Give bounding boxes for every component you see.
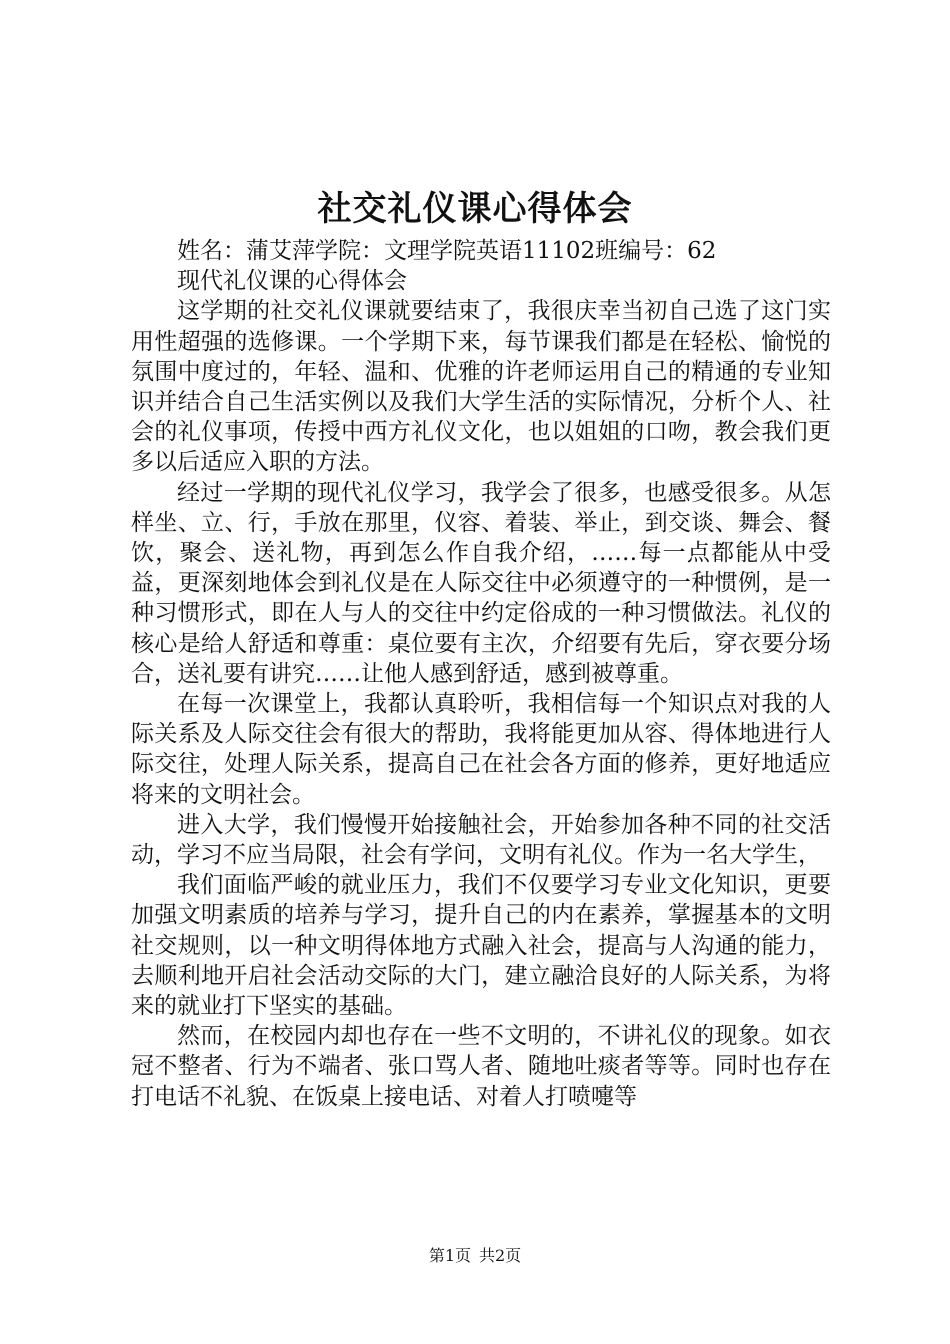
document-body: [131, 236, 831, 1112]
page-footer: [0, 1244, 950, 1268]
paragraph: 我们面临严峻的就业压力，我们不仅要学习专业文化知识，更要加强文明素质的培养与学习，提升自己的内在素养，掌握基本的文明社交规则，以一种文明得体地方式融入社会，提高与人沟通的能力，去顺利地开启社会活动交际的大门，建立融洽良好的人际关系，为将来的就业打下坚实的基础。: [131, 872, 831, 1020]
subtitle-line: 现代礼仪课的心得体会: [177, 268, 407, 295]
paragraph: 进入大学，我们慢慢开始接触社会，开始参加各种不同的社交活动，学习不应当局限，社会有学问，文明有礼仪。作为一名大学生，: [131, 811, 831, 869]
paragraph: 经过一学期的现代礼仪学习，我学会了很多，也感受很多。从怎样坐、立、行，手放在那里，仪容、着装、举止，到交谈、舞会、餐饮，聚会、送礼物，再到怎么作自我介绍，……每一点都能从中受益，更深刻地体会到礼仪是在人际交往中必须遵守的一种惯例，是一种习惯形式，即在人与人的交往中约定俗成的一种习惯做法。礼仪的核心是给人舒适和尊重：桌位要有主次，介绍要有先后，穿衣要分场合，送礼要有讲究……让他人感到舒适，感到被尊重。: [131, 479, 831, 687]
author-info-line: 姓名：蒲艾萍学院：文理学院英语11102班编号：62: [177, 238, 717, 264]
paragraph: 然而，在校园内却也存在一些不文明的，不讲礼仪的现象。如衣冠不整者、行为不端者、张口骂人者、随地吐痰者等等。同时也存在打电话不礼貌、在饭桌上接电话、对着人打喷嚏等: [131, 1023, 831, 1110]
page-total: 共2页: [479, 1246, 522, 1265]
page-number: 第1页: [428, 1246, 471, 1265]
paragraph: 这学期的社交礼仪课就要结束了，我很庆幸当初自己选了这门实用性超强的选修课。一个学期下来，每节课我们都是在轻松、愉悦的氛围中度过的，年轻、温和、优雅的许老师运用自己的精通的专业知识并结合自己生活实例以及我们大学生活的实际情况，分析个人、社会的礼仪事项，传授中西方礼仪文化，也以姐姐的口吻，教会我们更多以后适应入职的方法。: [131, 298, 831, 476]
paragraph: 在每一次课堂上，我都认真聆听，我相信每一个知识点对我的人际关系及人际交往会有很大的帮助，我将能更加从容、得体地进行人际交往，处理人际关系，提高自己在社会各方面的修养，更好地适应将来的文明社会。: [131, 691, 831, 808]
document-title: 社交礼仪课心得体会: [317, 189, 633, 229]
